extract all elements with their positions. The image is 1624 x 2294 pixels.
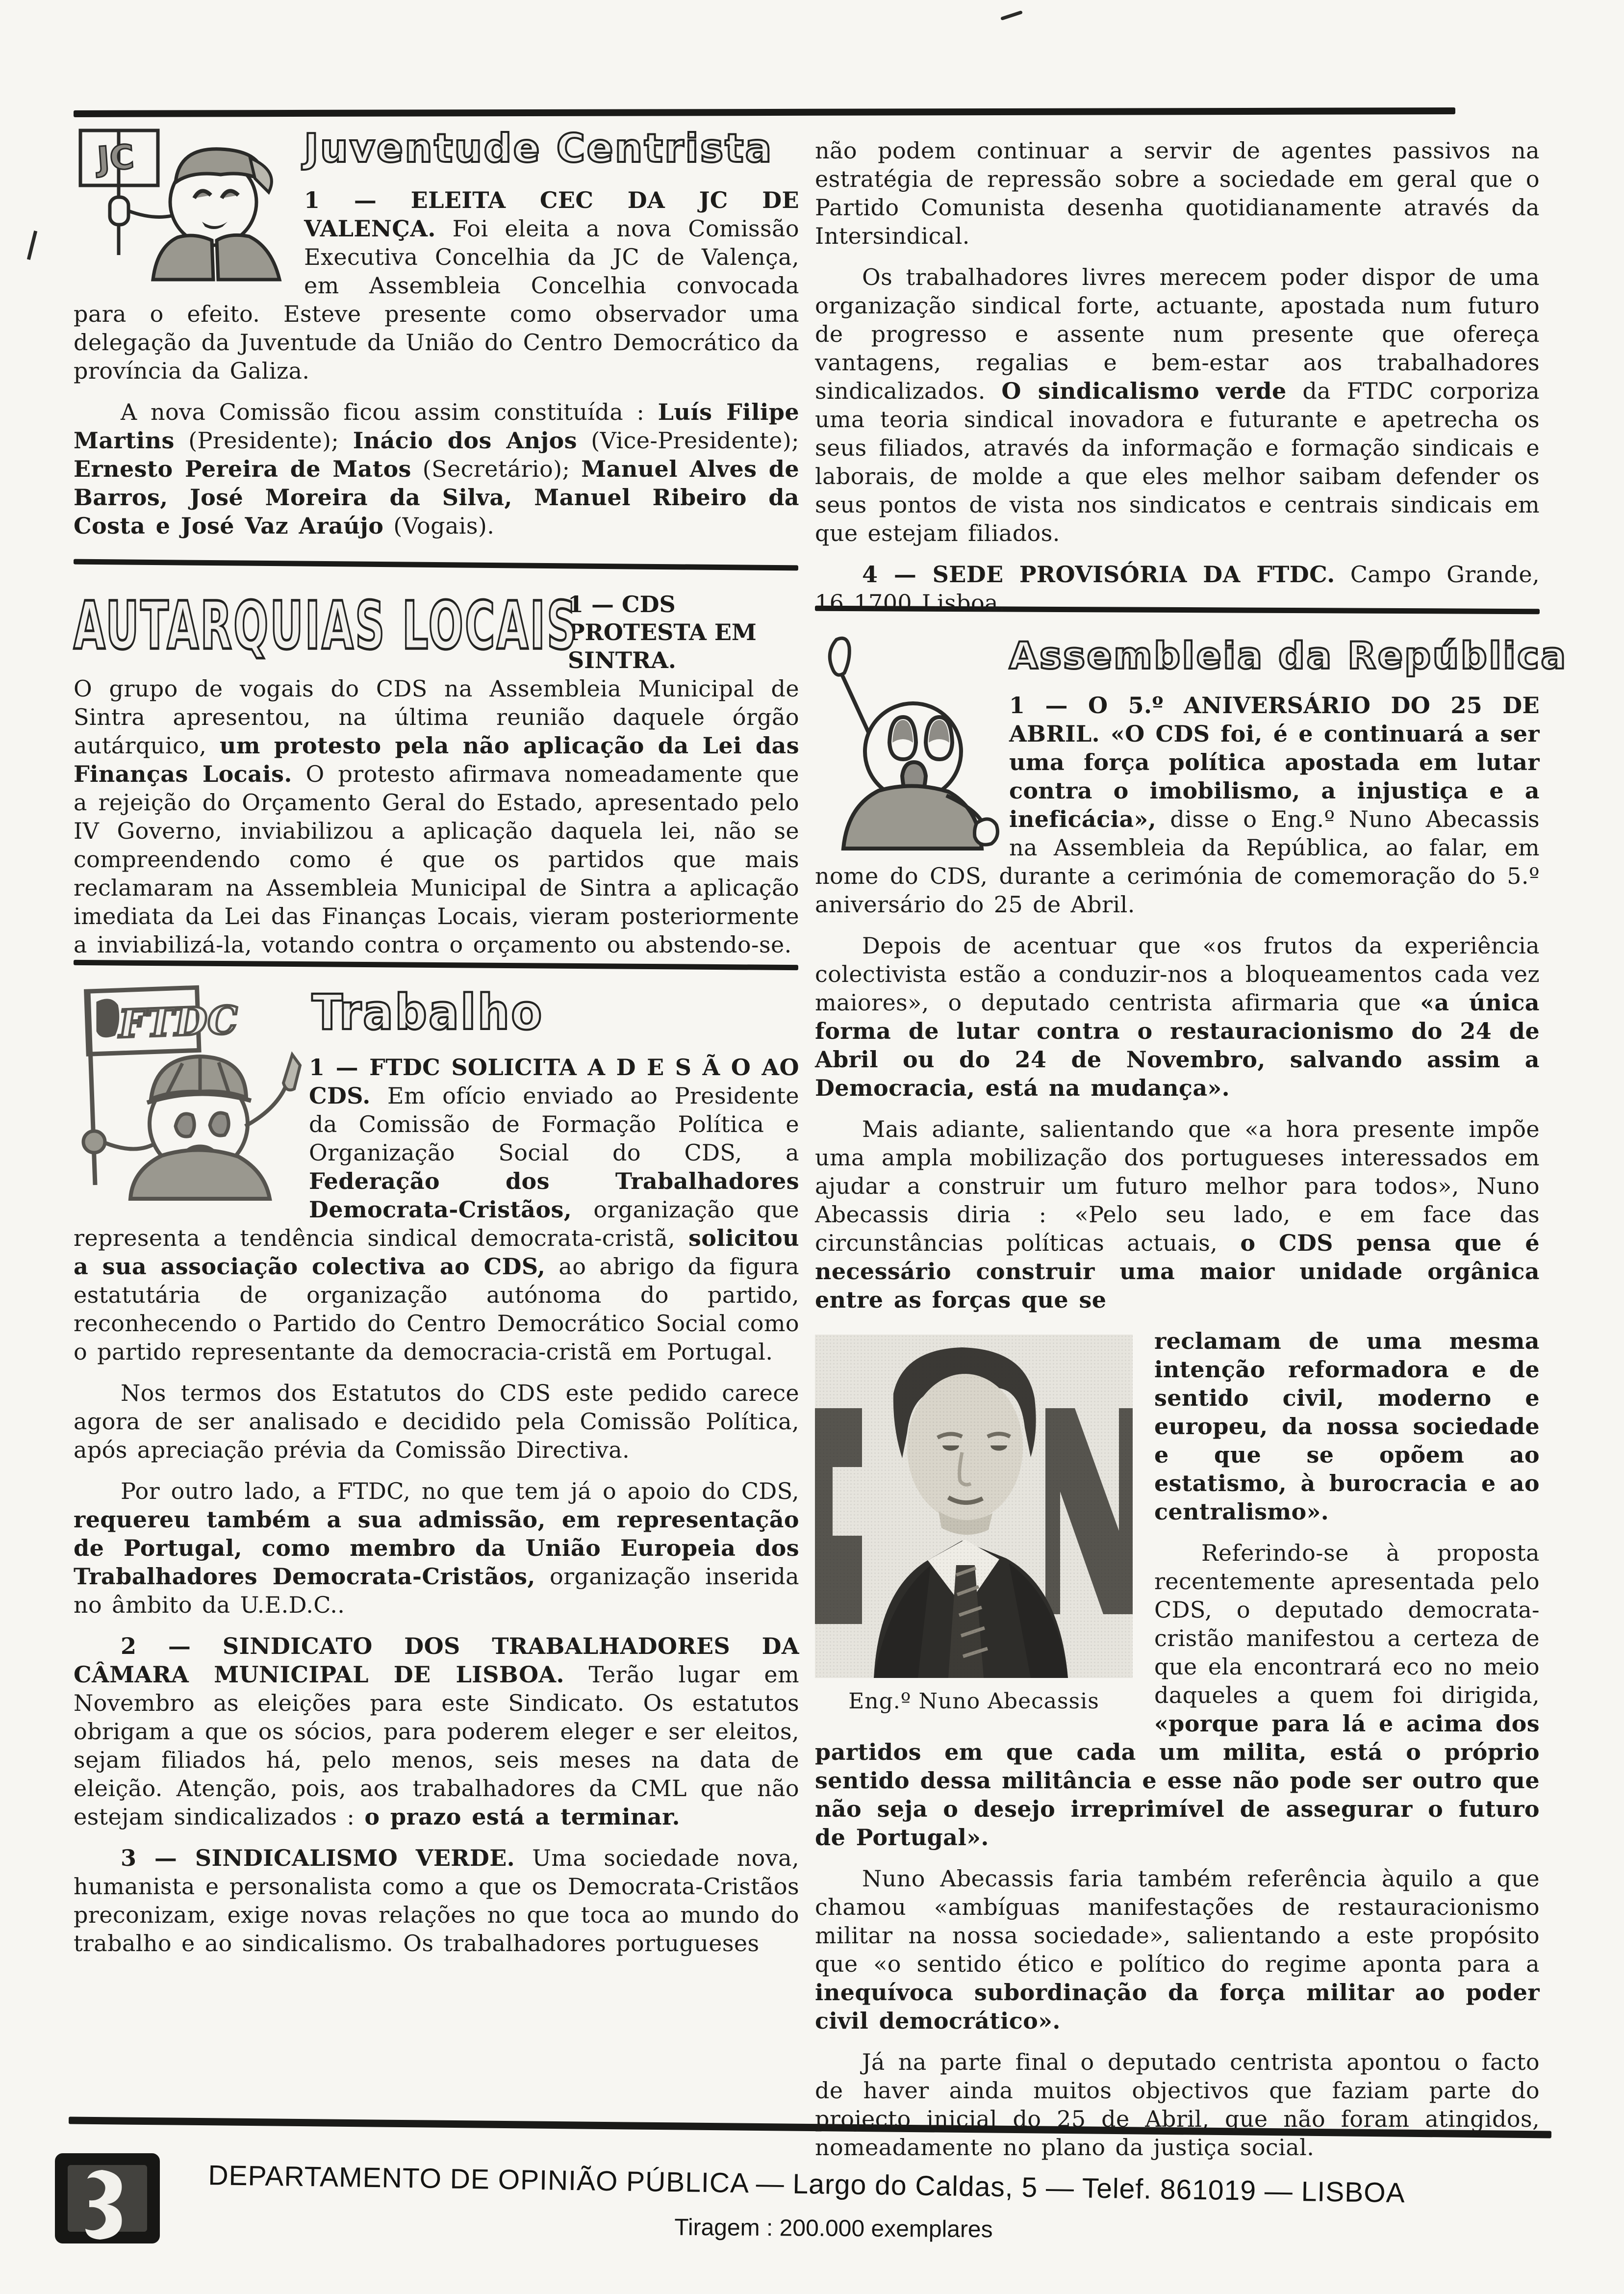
paragraph: A nova Comissão ficou assim constituída : Luís Filipe Martins (Presidente); Inácio dos Anjos (Vice-Presidente); Ernesto Pereira de Matos (Secretário); Manuel Alves de Barros, José Moreira da Silva, Manuel Ribeiro da Costa e José Vaz Araújo (Vogais). bbox=[74, 399, 800, 539]
continuation-body bbox=[815, 136, 1540, 617]
footer-department-line: DEPARTAMENTO DE OPINIÃO PÚBLICA — Largo do Caldas, 5 — Telef. 861019 — LISBOA bbox=[208, 2160, 1406, 2209]
paragraph: 3 — SINDICALISMO VERDE. Uma sociedade nova, humanista e personalista como a que os Democrata-Cristãos preconizam, exige novas relações no que toca ao mundo do trabalho e ao sindicalismo. Os trabalhadores portugueses bbox=[74, 1845, 799, 1957]
paragraph: Referindo-se à proposta recentemente apresentada pelo CDS, o deputado democrata-cristão manifestou a certeza de que ela encontrará eco no meio daqueles a quem foi dirigida, «porque para lá e acima dos partidos em que cada um milita, está o próprio sentido dessa militância e esse não pode ser outro que não seja o desejo irreprimível de assegurar o futuro de Portugal». bbox=[815, 1540, 1540, 1851]
photo-caption: Eng.º Nuno Abecassis bbox=[848, 1689, 1099, 1714]
section-title-assembleia: Assembleia da República bbox=[1009, 634, 1568, 677]
top-divider bbox=[74, 107, 1455, 117]
abecassis-photo bbox=[815, 1335, 1133, 1714]
paragraph: não podem continuar a servir de agentes passivos na estratégia de repressão sobre a sociedade em geral que o Partido Comunista desenha quotidianamente através da Intersindical. bbox=[815, 137, 1540, 249]
paragraph: Os trabalhadores livres merecem poder dispor de uma organização sindical forte, actuante, apostada num futuro de progresso e assente num presente que ofereça vantagens, regalias e bem-estar aos trabalhadores sindicalizados. O sindicalismo verde da FTDC corporiza uma teoria sindical inovadora e futurante e apetrecha os seus filiados, através da informação e formação sindicais e laborais, de molde a que eles melhor saibam defender os seus pontos de vista nos sindicatos e centrais sindicais em que estejam filiados. bbox=[815, 264, 1540, 546]
autarquias-heading: 1 — CDS PROTESTA EM SINTRA. bbox=[568, 591, 757, 673]
section-juventude-centrista bbox=[74, 124, 799, 553]
paragraph: Depois de acentuar que «os frutos da experiência colectivista estão a conduzir-nos a bloqueamentos cada vez maiores», o deputado centrista afirmaria que «a única forma de lutar contra o restauracionismo do 24 de Abril ou do 24 de Novembro, salvando assim a Democracia, está na mudança». bbox=[815, 932, 1540, 1101]
section-title-juventude: Juventude Centrista bbox=[304, 126, 773, 171]
section-assembleia-republica bbox=[815, 629, 1568, 2174]
footer-tiragem: Tiragem : 200.000 exemplares bbox=[674, 2214, 993, 2243]
paragraph: 1 — O 5.º ANIVERSÁRIO DO 25 DE ABRIL. «O CDS foi, é e continuará a ser uma força política apostada em lutar contra o imobilismo, a injustiça e a ineficácia», disse o Eng.º Nuno Abecassis na Assembleia da República, ao falar, em nome do CDS, durante a cerimónia de comemoração do 5.º aniversário do 25 de Abril. bbox=[815, 692, 1540, 918]
paragraph: 4 — SEDE PROVISÓRIA DA FTDC. Campo Grande, 16 1700 Lisboa. bbox=[815, 561, 1540, 616]
paragraph: O grupo de vogais do CDS na Assembleia Municipal de Sintra apresentou, na última reunião daquele órgão autárquico, um protesto pela não aplicação da Lei das Finanças Locais. O protesto afirmava nomeadamente que a rejeição do Orçamento Geral do Estado, apresentado pelo IV Governo, inviabilizou a aplicação daquela lei, não se compreendendo como é que os partidos que mais reclamaram na Assembleia Municipal de Sintra a aplicação imediata da Lei das Finanças Locais, vieram posteriormente a inviabilizá-la, votando contra o orçamento ou abstendo-se. bbox=[74, 675, 799, 958]
section-title-trabalho: Trabalho bbox=[312, 984, 544, 1041]
svg-text:JC: JC bbox=[96, 137, 136, 179]
jc-mascot-icon bbox=[74, 124, 304, 285]
paragraph: 1 — ELEITA CEC DA JC DE VALENÇA. Foi eleita a nova Comissão Executiva Concelhia da JC de Valença, em Assembleia Concelhia convocada para o efeito. Esteve presente como observador uma delegação da Juventude da União do Centro Democrático da província da Galiza. bbox=[74, 187, 799, 384]
assembleia-body-bottom bbox=[815, 1327, 1540, 2162]
section-autarquias-locais bbox=[74, 588, 799, 972]
paragraph: Nuno Abecassis faria também referência àquilo a que chamou «ambíguas manifestações de restauracionismo militar na nossa sociedade», salientando a este propósito que «o sentido ético e político do regime aponta para a inequívoca subordinação da força militar ao poder civil democrático». bbox=[815, 1865, 1540, 2034]
paragraph: Por outro lado, a FTDC, no que tem já o apoio do CDS, requereu também a sua admissão, em representação de Portugal, como membro da União Europeia dos Trabalhadores Democrata-Cristãos, organização inserida no âmbito da U.E.D.C.. bbox=[74, 1478, 799, 1618]
paragraph: reclamam de uma mesma intenção reformadora e de sentido civil, moderno e europeu, da nossa sociedade e que se opõem ao estatismo, à burocracia e ao centralismo». bbox=[1154, 1328, 1540, 1525]
paragraph: Já na parte final o deputado centrista apontou o facto de haver ainda muitos objectivos que faziam parte do projecto inicial do 25 de Abril, que não foram atingidos, nomeadamente no plano da justiça social. bbox=[815, 2049, 1540, 2161]
svg-text:FTDC: FTDC bbox=[118, 998, 239, 1047]
abecassis-portrait-image bbox=[815, 1335, 1133, 1678]
speaker-mascot-icon bbox=[815, 629, 1009, 853]
paragraph: Nos termos dos Estatutos do CDS este pedido carece agora de ser analisado e decidido pela Comissão Política, após apreciação prévia da Comissão Directiva. bbox=[74, 1380, 799, 1463]
section-sindicalismo-continuation bbox=[815, 136, 1540, 630]
scan-mark bbox=[1000, 10, 1023, 21]
paragraph: 2 — SINDICATO DOS TRABALHADORES DA CÂMARA MUNICIPAL DE LISBOA. Terão lugar em Novembro as eleições para este Sindicato. Os estatutos obrigam a que os sócios, para poderem eleger e ser eleitos, sejam filiados há, pelo menos, seis meses na data de eleição. Atenção, pois, aos trabalhadores da CML que não estejam sindicalizados : o prazo está a terminar. bbox=[74, 1633, 799, 1830]
divider bbox=[74, 559, 798, 571]
paragraph: Mais adiante, salientando que «a hora presente impõe uma ampla mobilização dos portugueses interessados em ajudar a construir um futuro melhor para todos», Nuno Abecassis diria : «Pelo seu lado, e em face das circunstâncias políticas actuais, o CDS pensa que é necessário construir uma maior unidade orgânica entre as forças que se bbox=[815, 1116, 1540, 1313]
cds-logo-icon bbox=[55, 2153, 163, 2245]
section-trabalho bbox=[74, 979, 799, 1970]
ftdc-worker-mascot-icon bbox=[74, 979, 309, 1201]
scan-mark bbox=[27, 231, 37, 260]
paragraph: 1 — FTDC SOLICITA A D E S Ã O AO CDS. Em ofício enviado ao Presidente da Comissão de Formação Política e Organização Social do CDS, a Federação dos Trabalhadores Democrata-Cristãos, organização que representa a tendência sindical democrata-cristã, solicitou a sua associação colectiva ao CDS, ao abrigo da figura estatutária de organização autónoma do partido, reconhecendo o Partido do Centro Democrático Social como o partido representante da democracia-cristã em Portugal. bbox=[74, 1054, 799, 1365]
section-title-autarquias: AUTARQUIAS LOCAIS bbox=[74, 588, 578, 665]
autarquias-body bbox=[74, 674, 799, 959]
